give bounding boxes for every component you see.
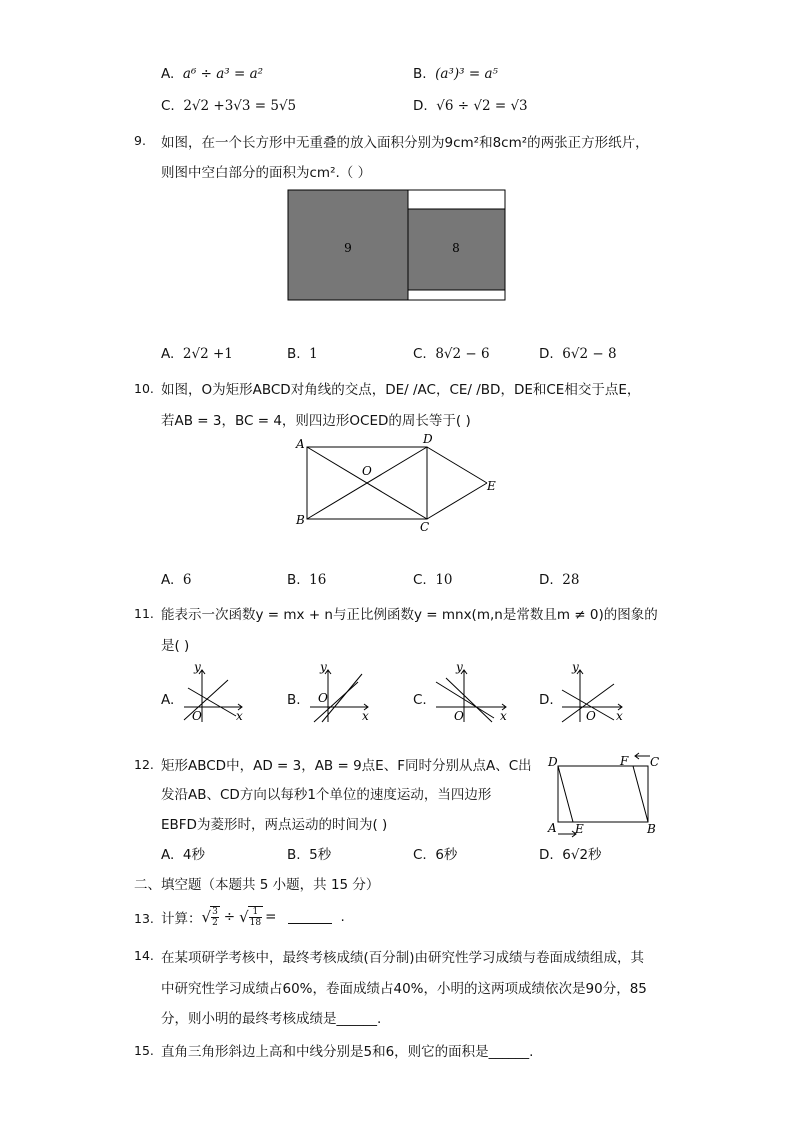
option-expression: 10: [435, 572, 453, 588]
option-expression: 1: [309, 346, 318, 362]
q10-option-a: [161, 572, 191, 588]
q9-option-b: [287, 346, 318, 362]
q8-option-d: [413, 98, 528, 114]
x-label: x: [500, 709, 507, 723]
q14-stem-line2: 中研究性学习成绩占60%，卷面成绩占40%，小明的这两项成绩依次是90分，85: [161, 981, 647, 997]
question-number: 9.: [134, 133, 146, 148]
q9-stem-line2: 则图中空白部分的面积为cm².（ ）: [161, 165, 372, 181]
denominator: 18: [249, 918, 262, 928]
divide-sign: ÷: [223, 909, 236, 925]
x-label: x: [362, 709, 369, 723]
y-label: y: [456, 660, 463, 674]
label-a: A: [296, 437, 305, 451]
q9-option-a: [161, 346, 233, 362]
fraction-2: [248, 906, 263, 928]
question-number: 14.: [134, 948, 154, 963]
origin-label: O: [192, 709, 202, 723]
question-number: 13.: [134, 911, 154, 926]
option-letter: C.: [161, 98, 175, 114]
option-letter: A.: [161, 572, 175, 588]
y-label: y: [320, 660, 327, 674]
label-c: C: [650, 755, 660, 769]
option-letter: B.: [287, 572, 301, 588]
q12-stem-line2: 发沿AB、CD方向以每秒1个单位的速度运动，当四边形: [161, 787, 492, 803]
option-letter: C.: [413, 847, 427, 863]
q12-stem-line1: 矩形ABCD中，AD = 3，AB = 9点E、F同时分别从点A、C出: [161, 758, 532, 774]
option-letter: D.: [413, 98, 428, 114]
option-letter: A.: [161, 847, 175, 863]
q12-figure: [540, 748, 666, 840]
question-number: 12.: [134, 757, 154, 772]
q10-option-b: [287, 572, 326, 588]
q11-option-d-letter: D.: [539, 692, 554, 708]
option-expression: 6: [182, 572, 192, 588]
line-1: [184, 680, 228, 720]
fraction-1: [210, 906, 220, 928]
option-expression: a⁶ ÷ a³ = a²: [182, 66, 264, 82]
y-label: y: [572, 660, 579, 674]
q9-stem-line1: 如图，在一个长方形中无重叠的放入面积分别为9cm²和8cm²的两张正方形纸片，: [161, 135, 649, 151]
option-expression: 4秒: [182, 847, 205, 863]
q11-graph-a: [180, 660, 248, 724]
option-expression: 5秒: [309, 847, 332, 863]
q12-option-c: [413, 843, 457, 863]
option-letter: D.: [539, 847, 554, 863]
option-letter: C.: [413, 346, 427, 362]
q9-option-d: [539, 346, 617, 362]
option-expression: 6秒: [435, 847, 458, 863]
denominator: 2: [212, 918, 218, 928]
option-expression: √6 ÷ √2 = √3: [436, 98, 528, 114]
label-9: 9: [344, 241, 352, 255]
segment-ce: [427, 483, 487, 519]
option-letter: D.: [539, 346, 554, 362]
origin-label: O: [318, 691, 328, 705]
label-a: A: [548, 821, 557, 835]
label-d: D: [548, 755, 558, 769]
question-number: 15.: [134, 1043, 154, 1058]
period: .: [340, 909, 345, 925]
label-e: E: [575, 822, 584, 836]
q13-prefix: 计算：: [161, 911, 202, 927]
q9-figure: [287, 189, 507, 303]
q11-option-b-letter: B.: [287, 692, 301, 708]
q11-graph-c: [432, 660, 512, 724]
label-f: F: [620, 754, 629, 768]
q12-option-d: [539, 843, 602, 863]
label-b: B: [296, 513, 305, 527]
option-letter: B.: [287, 847, 301, 863]
q10-stem-line2: 若AB = 3，BC = 4，则四边形OCED的周长等于( ): [161, 413, 471, 429]
label-c: C: [420, 520, 430, 534]
option-letter: C.: [413, 572, 427, 588]
label-8: 8: [452, 241, 460, 255]
q11-stem-line2: 是( ): [161, 638, 190, 654]
option-expression: 6√2秒: [562, 847, 602, 863]
numerator: 3: [212, 907, 218, 917]
option-letter: A.: [161, 66, 175, 82]
q10-option-d: [539, 572, 579, 588]
option-expression: 6√2 − 8: [562, 346, 617, 362]
q15-stem-line1: 直角三角形斜边上高和中线分别是5和6，则它的面积是______.: [161, 1044, 534, 1060]
q8-option-a: [161, 66, 263, 82]
option-letter: B.: [287, 346, 301, 362]
q11-option-a-letter: A.: [161, 692, 175, 708]
q12-option-a: [161, 843, 205, 863]
x-label: x: [236, 709, 243, 723]
q13-stem: [161, 902, 345, 932]
section-heading: 二、填空题（本题共 5 小题，共 15 分）: [134, 877, 380, 893]
option-expression: (a³)³ = a⁵: [435, 66, 498, 82]
question-number: 11.: [134, 606, 154, 621]
segment-de: [427, 447, 487, 483]
sqrt-sign: √: [201, 908, 212, 926]
q14-stem-line1: 在某项研学考核中，最终考核成绩(百分制)由研究性学习成绩与卷面成绩组成，其: [161, 950, 645, 966]
option-letter: D.: [539, 572, 554, 588]
option-letter: A.: [161, 346, 175, 362]
q11-option-c-letter: C.: [413, 692, 427, 708]
question-number: 10.: [134, 381, 154, 396]
line-1: [436, 682, 494, 718]
label-d: D: [423, 432, 433, 446]
label-e: E: [487, 479, 496, 493]
q11-graph-d: [558, 660, 626, 724]
numerator: 1: [252, 907, 259, 917]
q11-stem-line1: 能表示一次函数y = mx + n与正比例函数y = mnx(m,n是常数且m ≠ 0)的图象的: [161, 607, 658, 623]
option-letter: B.: [413, 66, 427, 82]
q12-option-b: [287, 843, 331, 863]
equals-sign: =: [265, 909, 277, 925]
q10-stem-line1: 如图，O为矩形ABCD对角线的交点，DE/ /AC，CE/ /BD，DE和CE相交于点E，: [161, 382, 641, 398]
option-expression: 2√2 +3√3 = 5√5: [183, 98, 297, 114]
q9-option-c: [413, 346, 490, 362]
label-b: B: [647, 822, 656, 836]
segment-de: [558, 766, 573, 822]
q14-stem-line3: 分，则小明的最终考核成绩是______.: [161, 1011, 382, 1027]
sqrt-sign: √: [239, 908, 249, 926]
option-expression: 2√2 +1: [182, 346, 233, 362]
q12-stem-line3: EBFD为菱形时，两点运动的时间为( ): [161, 817, 388, 833]
q10-figure: [290, 430, 510, 540]
q10-option-c: [413, 572, 453, 588]
answer-blank[interactable]: [288, 910, 332, 924]
option-expression: 16: [309, 572, 327, 588]
origin-label: O: [454, 709, 464, 723]
y-label: y: [194, 660, 201, 674]
label-o: O: [362, 464, 372, 478]
origin-label: O: [586, 709, 596, 723]
q11-graph-b: [306, 660, 374, 724]
option-expression: 28: [562, 572, 580, 588]
rectangle-abcd: [558, 766, 648, 822]
line-2: [446, 678, 492, 722]
q8-option-b: [413, 66, 498, 82]
x-label: x: [616, 709, 623, 723]
option-expression: 8√2 − 6: [435, 346, 490, 362]
q8-option-c: [161, 98, 296, 114]
segment-fb: [633, 766, 648, 822]
